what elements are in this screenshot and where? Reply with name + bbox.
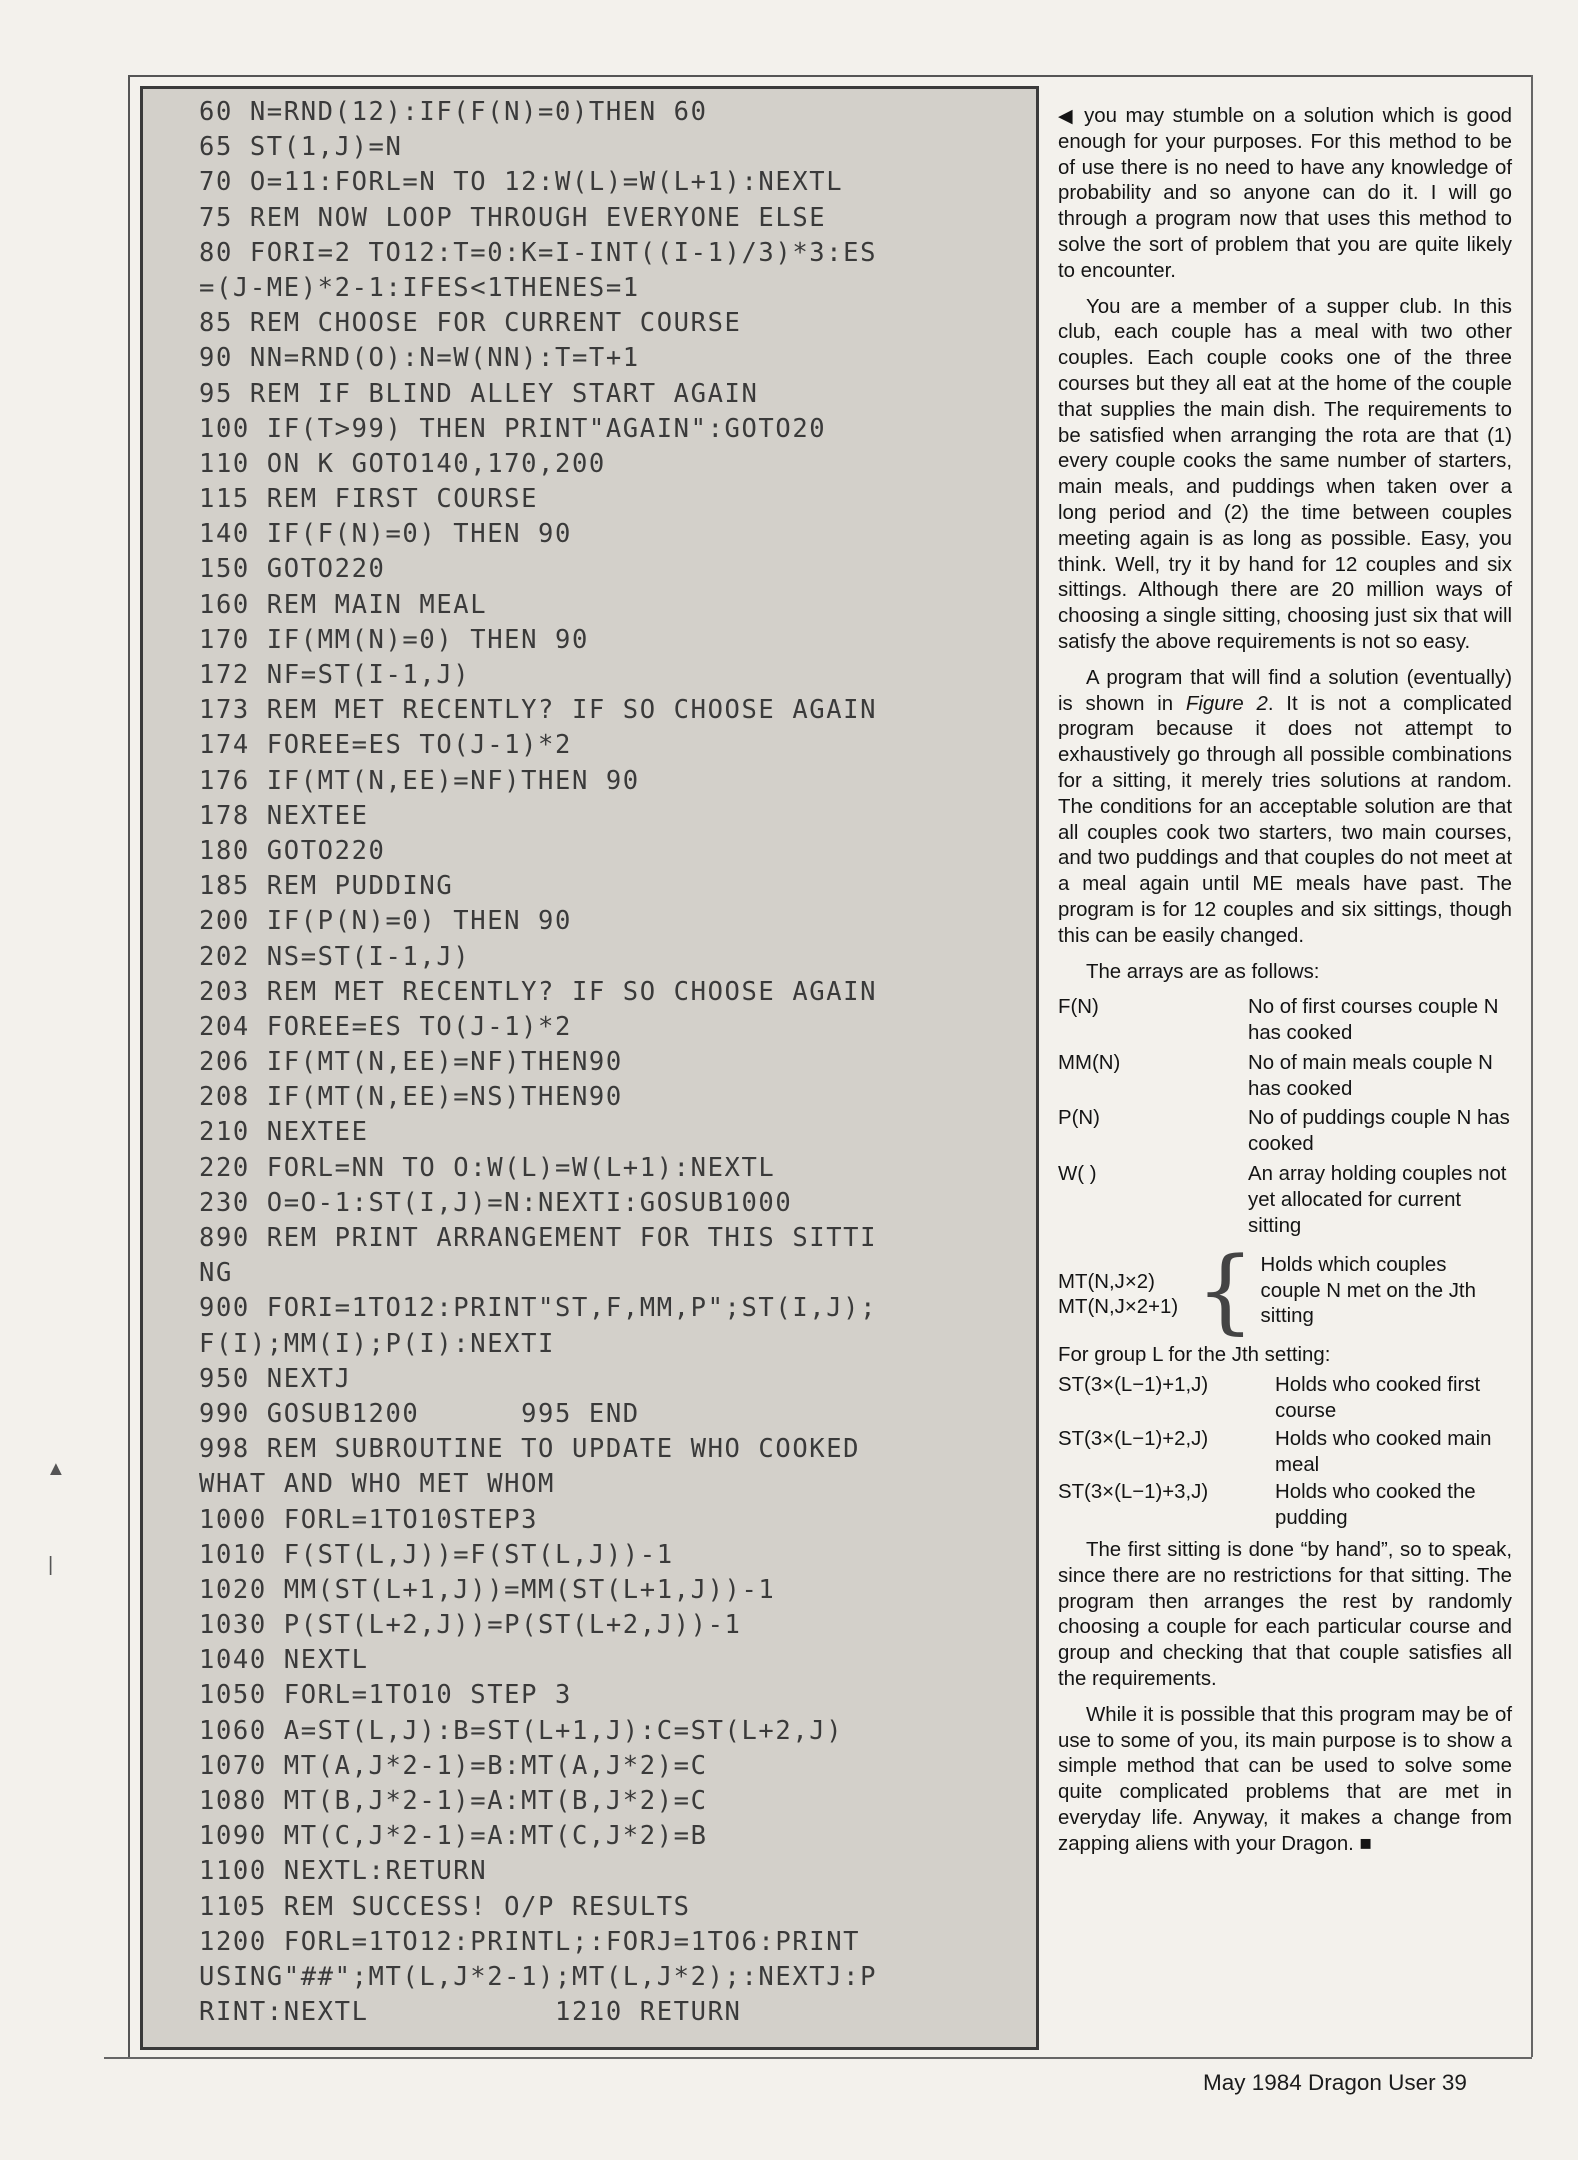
code-line: 85 REM CHOOSE FOR CURRENT COURSE (199, 308, 742, 339)
array-name: P(N) (1058, 1107, 1100, 1130)
code-line: 200 IF(P(N)=0) THEN 90 (199, 906, 572, 937)
code-line: 202 NS=ST(I-1,J) (199, 941, 471, 972)
code-line: 174 FOREE=ES TO(J-1)*2 (199, 730, 572, 761)
paragraph-1 (1058, 104, 1512, 285)
paragraph-3-text-b: . It is not a complicated program because it does not attempt to exhaustively go through all possible combinations for a sitting, it merely tries solutions at random. The conditions for an acceptable solution are that all couples cook two starters, two main courses, and two puddings and that couples do not meet at a meal again until ME meals have past. The program is for 12 couples and six sittings, though this can be easily changed. (1058, 692, 1512, 947)
code-line: 110 ON K GOTO140,170,200 (199, 448, 606, 479)
mt-definition (1058, 1237, 1512, 1345)
code-line: 65 ST(1,J)=N (199, 132, 403, 163)
code-line: NG (199, 1258, 233, 1289)
array-row (1058, 1162, 1512, 1239)
bottom-rule (104, 2057, 1532, 2059)
array-name: F(N) (1058, 996, 1099, 1019)
code-line: 1030 P(ST(L+2,J))=P(ST(L+2,J))-1 (199, 1610, 742, 1641)
st-name: ST(3×(L−1)+3,J) (1058, 1481, 1209, 1504)
code-line: 70 O=11:FORL=N TO 12:W(L)=W(L+1):NEXTL (199, 167, 844, 198)
code-line: 1200 FORL=1TO12:PRINTL;:FORJ=1TO6:PRINT (199, 1926, 861, 1957)
paragraph-5-text: While it is possible that this program may be of use to some of you, its main purpose is to show a simple method that can be used to solve some quite complicated problems that are met in everyday life. Anyway, it makes a change from zapping aliens with your Dragon. (1058, 1703, 1512, 1855)
code-line: 1040 NEXTL (199, 1645, 369, 1676)
code-line: 180 GOTO220 (199, 835, 386, 866)
st-row (1058, 1427, 1512, 1479)
code-line: 203 REM MET RECENTLY? IF SO CHOOSE AGAIN (199, 976, 878, 1007)
code-line: 176 IF(MT(N,EE)=NF)THEN 90 (199, 765, 640, 796)
code-line: 100 IF(T>99) THEN PRINT"AGAIN":GOTO20 (199, 413, 827, 444)
code-line: 1070 MT(A,J*2-1)=B:MT(A,J*2)=C (199, 1750, 708, 1781)
code-line: 160 REM MAIN MEAL (199, 589, 488, 620)
right-rule (1531, 75, 1533, 2057)
code-line: 90 NN=RND(O):N=W(NN):T=T+1 (199, 343, 640, 374)
code-line: 1010 F(ST(L,J))=F(ST(L,J))-1 (199, 1539, 674, 1570)
paragraph-2: You are a member of a supper club. In this club, each couple has a meal with two other couples. Each couple cooks one of the three courses but they all eat at the home of the couple that supplies the main dish. The requirements to be satisfied when arranging the rota are that (1) every couple cooks the same number of starters, main meals, and puddings when taken over a long period and (2) the time between couples meeting again is as long as possible. Easy, you think. Well, try it by hand for 12 couples and six sittings. Although there are 20 million ways of choosing a single sitting, choosing just six that will satisfy the above requirements is not so easy. (1058, 295, 1512, 653)
code-line: USING"##";MT(L,J*2-1);MT(L,J*2);:NEXTJ:P (199, 1961, 878, 1992)
page-footer: May 1984 Dragon User 39 (1203, 2070, 1467, 2095)
array-name: W( ) (1058, 1163, 1097, 1186)
code-line: 1090 MT(C,J*2-1)=A:MT(C,J*2)=B (199, 1821, 708, 1852)
code-line: 210 NEXTEE (199, 1117, 369, 1148)
paragraph-5 (1058, 1703, 1512, 1858)
code-line: 178 NEXTEE (199, 800, 369, 831)
code-listing (199, 95, 1029, 2030)
code-line: 60 N=RND(12):IF(F(N)=0)THEN 60 (199, 97, 708, 127)
array-row (1058, 1051, 1512, 1103)
mt-name: MT(N,J×2+1) (1058, 1296, 1179, 1319)
mt-name: MT(N,J×2) (1058, 1270, 1155, 1293)
code-line: 1050 FORL=1TO10 STEP 3 (199, 1680, 572, 1711)
array-row (1058, 1106, 1512, 1158)
mt-description: Holds which couples couple N met on the Jth sitting (1260, 1253, 1476, 1328)
code-line: 1060 A=ST(L,J):B=ST(L+1,J):C=ST(L+2,J) (199, 1715, 844, 1746)
code-line: 900 FORI=1TO12:PRINT"ST,F,MM,P";ST(I,J); (199, 1293, 878, 1324)
code-line: 950 NEXTJ (199, 1363, 352, 1394)
code-line: 173 REM MET RECENTLY? IF SO CHOOSE AGAIN (199, 695, 878, 726)
code-line: =(J-ME)*2-1:IFES<1THENES=1 (199, 272, 640, 303)
paragraph-3-text-a: A program that will find a solution (eventually) is shown in (1058, 666, 1512, 715)
code-line: 115 REM FIRST COURSE (199, 484, 539, 515)
code-line: 95 REM IF BLIND ALLEY START AGAIN (199, 378, 759, 409)
code-line: 1020 MM(ST(L+1,J))=MM(ST(L+1,J))-1 (199, 1574, 776, 1605)
code-line: 80 FORI=2 TO12:T=0:K=I-INT((I-1)/3)*3:ES (199, 237, 878, 268)
group-intro: For group L for the Jth setting: (1058, 1344, 1331, 1367)
st-description: Holds who cooked main meal (1275, 1427, 1492, 1476)
paragraph-4: The first sitting is done “by hand”, so to speak, since there are no restrictions for that sitting. The program then arranges the rest by randomly choosing a couple for each particular course and group and checking that that couple satisfies all the requirements. (1058, 1539, 1512, 1691)
code-line: 220 FORL=NN TO O:W(L)=W(L+1):NEXTL (199, 1152, 776, 1183)
code-line: 140 IF(F(N)=0) THEN 90 (199, 519, 572, 550)
array-definitions (1058, 995, 1512, 1239)
array-description: No of main meals couple N has cooked (1248, 1051, 1493, 1100)
paragraph-1-text: you may stumble on a solution which is good enough for your purposes. For this method to be of use there is no need to have any knowledge of probability and so anyone can do it. I will go through a program now that uses this method to solve the sort of problem that you are quite likely to encounter. (1058, 105, 1512, 282)
st-description: Holds who cooked the pudding (1275, 1481, 1476, 1530)
code-line: 208 IF(MT(N,EE)=NS)THEN90 (199, 1082, 623, 1113)
array-description: An array holding couples not yet allocated for current sitting (1248, 1163, 1507, 1237)
st-name: ST(3×(L−1)+1,J) (1058, 1374, 1209, 1397)
array-row (1058, 995, 1512, 1047)
array-description: No of puddings couple N has cooked (1248, 1107, 1510, 1156)
code-line: WHAT AND WHO MET WHOM (199, 1469, 555, 1500)
code-line: 998 REM SUBROUTINE TO UPDATE WHO COOKED (199, 1434, 861, 1465)
code-line: 170 IF(MM(N)=0) THEN 90 (199, 624, 589, 655)
array-description: No of first courses couple N has cooked (1248, 996, 1499, 1045)
code-line: 1000 FORL=1TO10STEP3 (199, 1504, 539, 1535)
array-name: MM(N) (1058, 1051, 1121, 1074)
margin-mark-icon: | (48, 1554, 54, 1576)
code-line: F(I);MM(I);P(I):NEXTI (199, 1328, 555, 1359)
code-line: 204 FOREE=ES TO(J-1)*2 (199, 1011, 572, 1042)
code-line: 890 REM PRINT ARRANGEMENT FOR THIS SITTI (199, 1223, 878, 1253)
code-line: 1105 REM SUCCESS! O/P RESULTS (199, 1891, 691, 1922)
brace-icon: { (1196, 1237, 1255, 1345)
st-description: Holds who cooked first course (1275, 1374, 1481, 1423)
end-mark-icon: ■ (1359, 1832, 1372, 1855)
st-name: ST(3×(L−1)+2,J) (1058, 1427, 1209, 1450)
code-line: 75 REM NOW LOOP THROUGH EVERYONE ELSE (199, 202, 827, 233)
article-column (1058, 104, 1512, 1868)
code-line: 206 IF(MT(N,EE)=NF)THEN90 (199, 1047, 623, 1078)
continued-arrow-icon: ◀ (1058, 106, 1076, 127)
code-line: RINT:NEXTL 1210 RETURN (199, 1997, 742, 2028)
code-line: 230 O=O-1:ST(I,J)=N:NEXTI:GOSUB1000 (199, 1187, 793, 1218)
margin-mark-icon: ▲ (46, 1458, 66, 1480)
code-line: 1080 MT(B,J*2-1)=A:MT(B,J*2)=C (199, 1786, 708, 1816)
st-definitions (1058, 1373, 1512, 1532)
arrays-intro: The arrays are as follows: (1086, 960, 1320, 983)
paragraph-3 (1058, 666, 1512, 950)
code-line: 172 NF=ST(I-1,J) (199, 660, 471, 690)
code-line: 150 GOTO220 (199, 554, 386, 585)
st-row (1058, 1373, 1512, 1425)
st-row (1058, 1480, 1512, 1532)
code-line: 990 GOSUB1200 995 END (199, 1398, 640, 1429)
code-line: 1100 NEXTL:RETURN (199, 1856, 488, 1887)
code-line: 185 REM PUDDING (199, 871, 454, 902)
figure-reference: Figure 2 (1185, 692, 1268, 715)
